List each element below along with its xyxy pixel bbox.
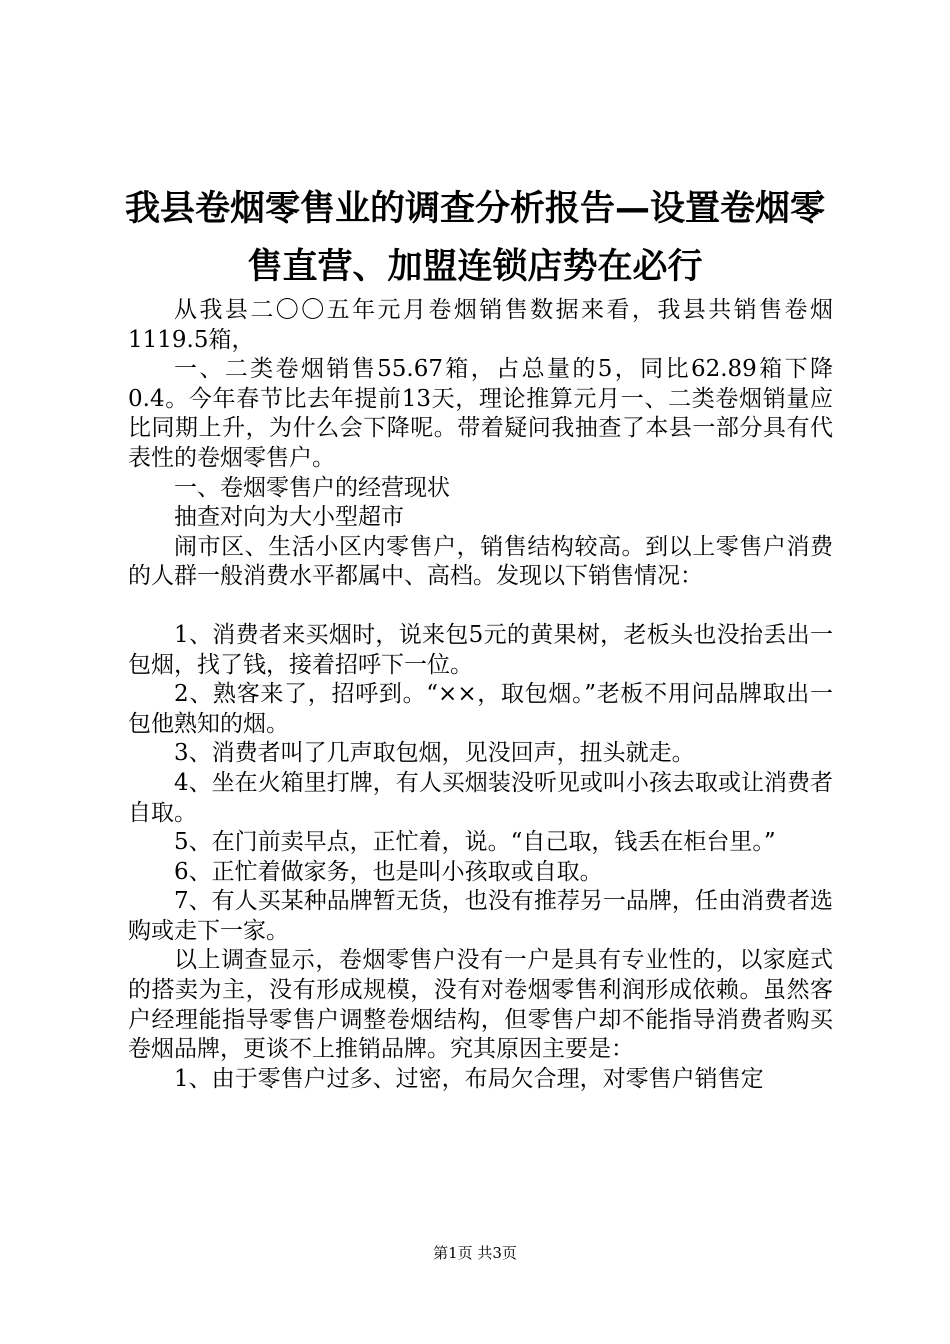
document-title-line-2: 售直营、加盟连锁店势在必行 (247, 247, 703, 287)
list-item-3: 3、消费者叫了几声取包烟，见没回声，扭头就走。 (174, 740, 695, 767)
paragraph-intro: 从我县二〇〇五年元月卷烟销售数据来看，我县共销售卷烟1119.5箱， (128, 297, 833, 353)
list-item-4: 4、坐在火箱里打牌，有人买烟装没听见或叫小孩去取或让消费者自取。 (128, 769, 833, 826)
paragraph-downtown: 闹市区、生活小区内零售户，销售结构较高。到以上零售户消费的人群一般消费水平都属中、高档。发现以下销售情况： (128, 533, 833, 590)
document-body (128, 296, 833, 1094)
paragraph-sample: 抽查对向为大小型超市 (174, 504, 404, 531)
list-item-7: 7、有人买某种品牌暂无货，也没有推荐另一品牌，任由消费者选购或走下一家。 (128, 888, 833, 944)
paragraph-conclusion: 以上调查显示，卷烟零售户没有一户是具有专业性的，以家庭式的搭卖为主，没有形成规模，没有对卷烟零售利润形成依赖。虽然客户经理能指导零售户调整卷烟结构，但零售户却不能指导消费者购买卷烟品牌，更谈不上推销品牌。究其原因主要是： (128, 947, 833, 1063)
list-item-1: 1、消费者来买烟时，说来包5元的黄果树，老板头也没抬丢出一包烟，找了钱，接着招呼下一位。 (128, 621, 833, 678)
list-item-2: 2、熟客来了，招呼到。“××，取包烟。”老板不用问品牌取出一包他熟知的烟。 (128, 681, 833, 737)
list-item-6: 6、正忙着做家务，也是叫小孩取或自取。 (174, 858, 603, 885)
page-footer: 第1页 共3页 (433, 1244, 517, 1262)
list-item-5: 5、在门前卖早点，正忙着，说。“自己取，钱丢在柜台里。” (174, 829, 776, 856)
reason-item-1: 1、由于零售户过多、过密，布局欠合理，对零售户销售定 (174, 1065, 764, 1092)
document-title-line-1: 我县卷烟零售业的调查分析报告—设置卷烟零 (124, 189, 825, 229)
paragraph-sales-data: 一、二类卷烟销售55.67箱，占总量的5，同比62.89箱下降0.4。今年春节比去年提前13天，理论推算元月一、二类卷烟销量应比同期上升，为什么会下降呢。带着疑问我抽查了本县一部分具有代表性的卷烟零售户。 (128, 356, 833, 471)
section-heading-status: 一、卷烟零售户的经营现状 (174, 474, 450, 501)
